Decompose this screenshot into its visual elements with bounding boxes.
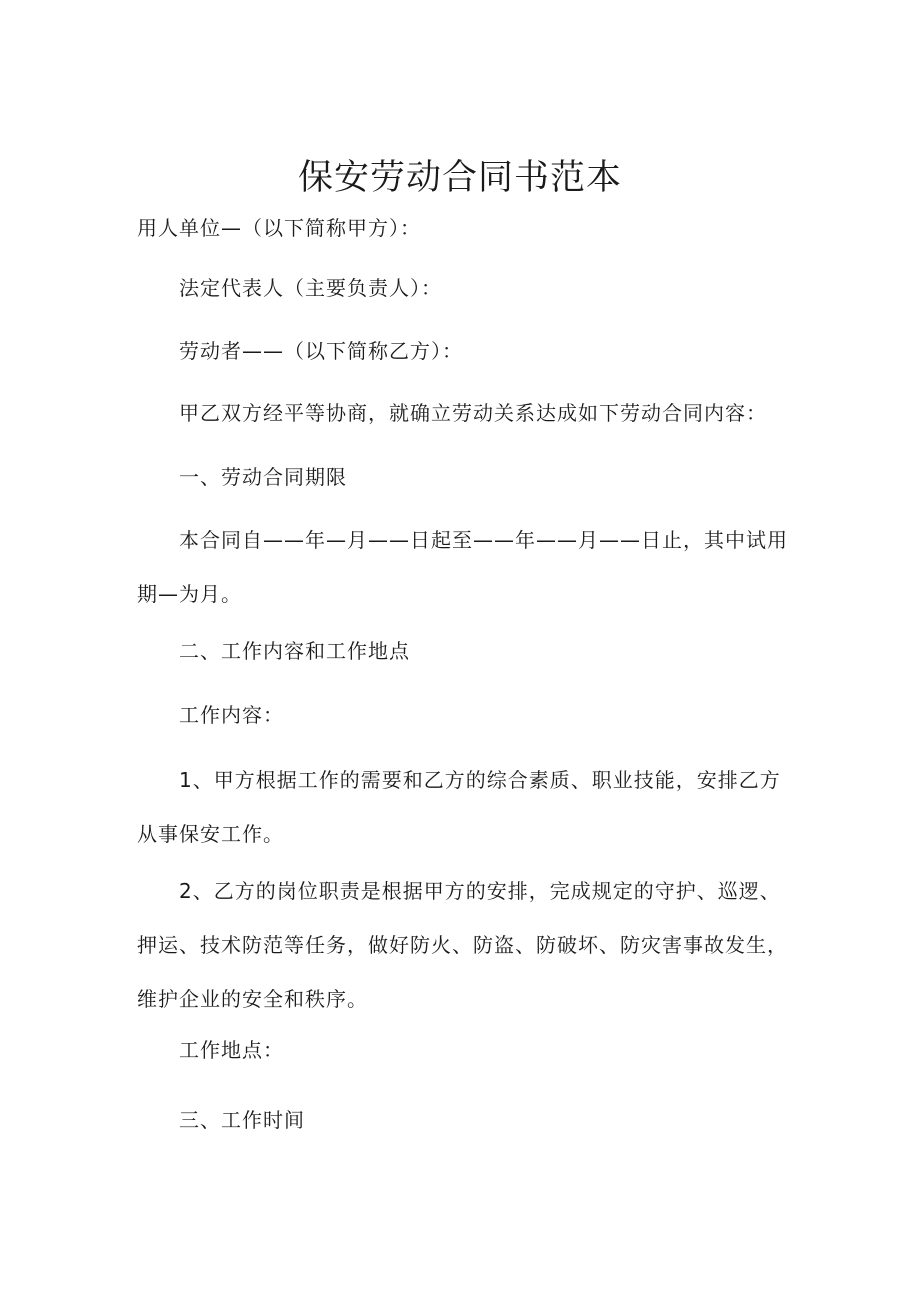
work-content-item-2: 2、乙方的岗位职责是根据甲方的安排，完成规定的守护、巡逻、押运、技术防范等任务，做好防火、防盗、防破坏、防灾害事故发生，维护企业的安全和秩序。 [137,879,788,1011]
section-heading-contract-term: 一、劳动合同期限 [179,465,347,489]
agreement-intro: 甲乙双方经平等协商，就确立劳动关系达成如下劳动合同内容： [179,401,767,425]
work-content-item-1: 1、甲方根据工作的需要和乙方的综合素质、职业技能，安排乙方从事保安工作。 [137,768,781,846]
employee-line: 劳动者——（以下简称乙方）： [179,339,463,363]
section-heading-work-content-location: 二、工作内容和工作地点 [179,639,410,663]
section-heading-work-hours: 三、工作时间 [179,1108,305,1132]
work-location-label: 工作地点： [179,1038,284,1062]
employer-line: 用人单位—（以下简称甲方）： [137,216,421,240]
legal-representative-line: 法定代表人（主要负责人）： [179,276,442,300]
work-content-label: 工作内容： [179,703,284,727]
document-title: 保安劳动合同书范本 [297,158,622,198]
contract-term-paragraph: 本合同自——年—月——日起至——年——月——日止，其中试用期—为月。 [137,528,788,606]
